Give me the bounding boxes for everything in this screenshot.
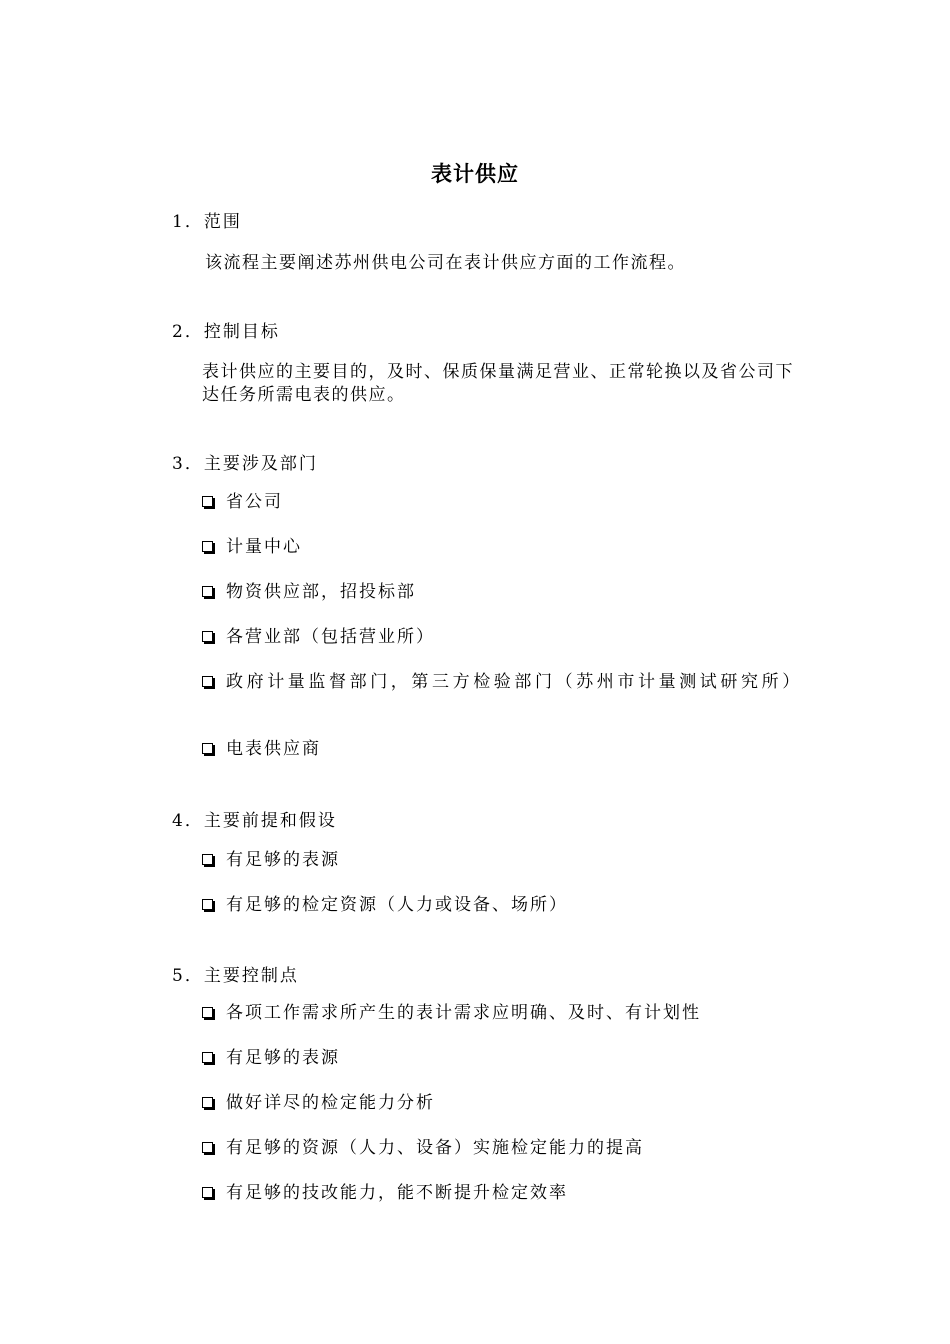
section-heading-control-points: 5．主要控制点 [172,966,299,986]
list-item: 计量中心 [202,536,810,559]
section-heading-scope: 1．范围 [172,212,242,232]
checkbox-bullet-icon [202,1097,213,1108]
checkbox-bullet-icon [202,1052,213,1063]
list-item: 政府计量监督部门，第三方检验部门（苏州市计量测试研究所） [202,671,810,694]
checkbox-bullet-icon [202,496,213,507]
list-item: 有足够的表源 [202,1047,810,1070]
list-item: 电表供应商 [202,738,810,761]
list-item: 物资供应部，招投标部 [202,581,810,604]
section-heading-assumptions: 4．主要前提和假设 [172,811,337,831]
list-item: 做好详尽的检定能力分析 [202,1092,810,1115]
checkbox-bullet-icon [202,631,213,642]
section-heading-control-objective: 2．控制目标 [172,322,280,342]
list-item: 有足够的表源 [202,849,810,872]
document-title: 表计供应 [431,162,519,186]
checkbox-bullet-icon [202,676,213,687]
checkbox-bullet-icon [202,854,213,865]
checkbox-bullet-icon [202,1142,213,1153]
checkbox-bullet-icon [202,743,213,754]
checkbox-bullet-icon [202,586,213,597]
checkbox-bullet-icon [202,1007,213,1018]
list-item: 有足够的资源（人力、设备）实施检定能力的提高 [202,1137,810,1160]
section-paragraph-control-objective: 表计供应的主要目的，及时、保质保量满足营业、正常轮换以及省公司下达任务所需电表的供应。 [202,362,794,405]
list-item: 有足够的技改能力，能不断提升检定效率 [202,1182,810,1205]
list-item: 有足够的检定资源（人力或设备、场所） [202,894,810,917]
list-item: 各项工作需求所产生的表计需求应明确、及时、有计划性 [202,1002,810,1025]
list-item: 省公司 [202,491,810,514]
section-paragraph-scope: 该流程主要阐述苏州供电公司在表计供应方面的工作流程。 [205,253,686,273]
list-item: 各营业部（包括营业所） [202,626,810,649]
section-heading-departments: 3．主要涉及部门 [172,454,318,474]
checkbox-bullet-icon [202,1187,213,1198]
checkbox-bullet-icon [202,899,213,910]
checkbox-bullet-icon [202,541,213,552]
